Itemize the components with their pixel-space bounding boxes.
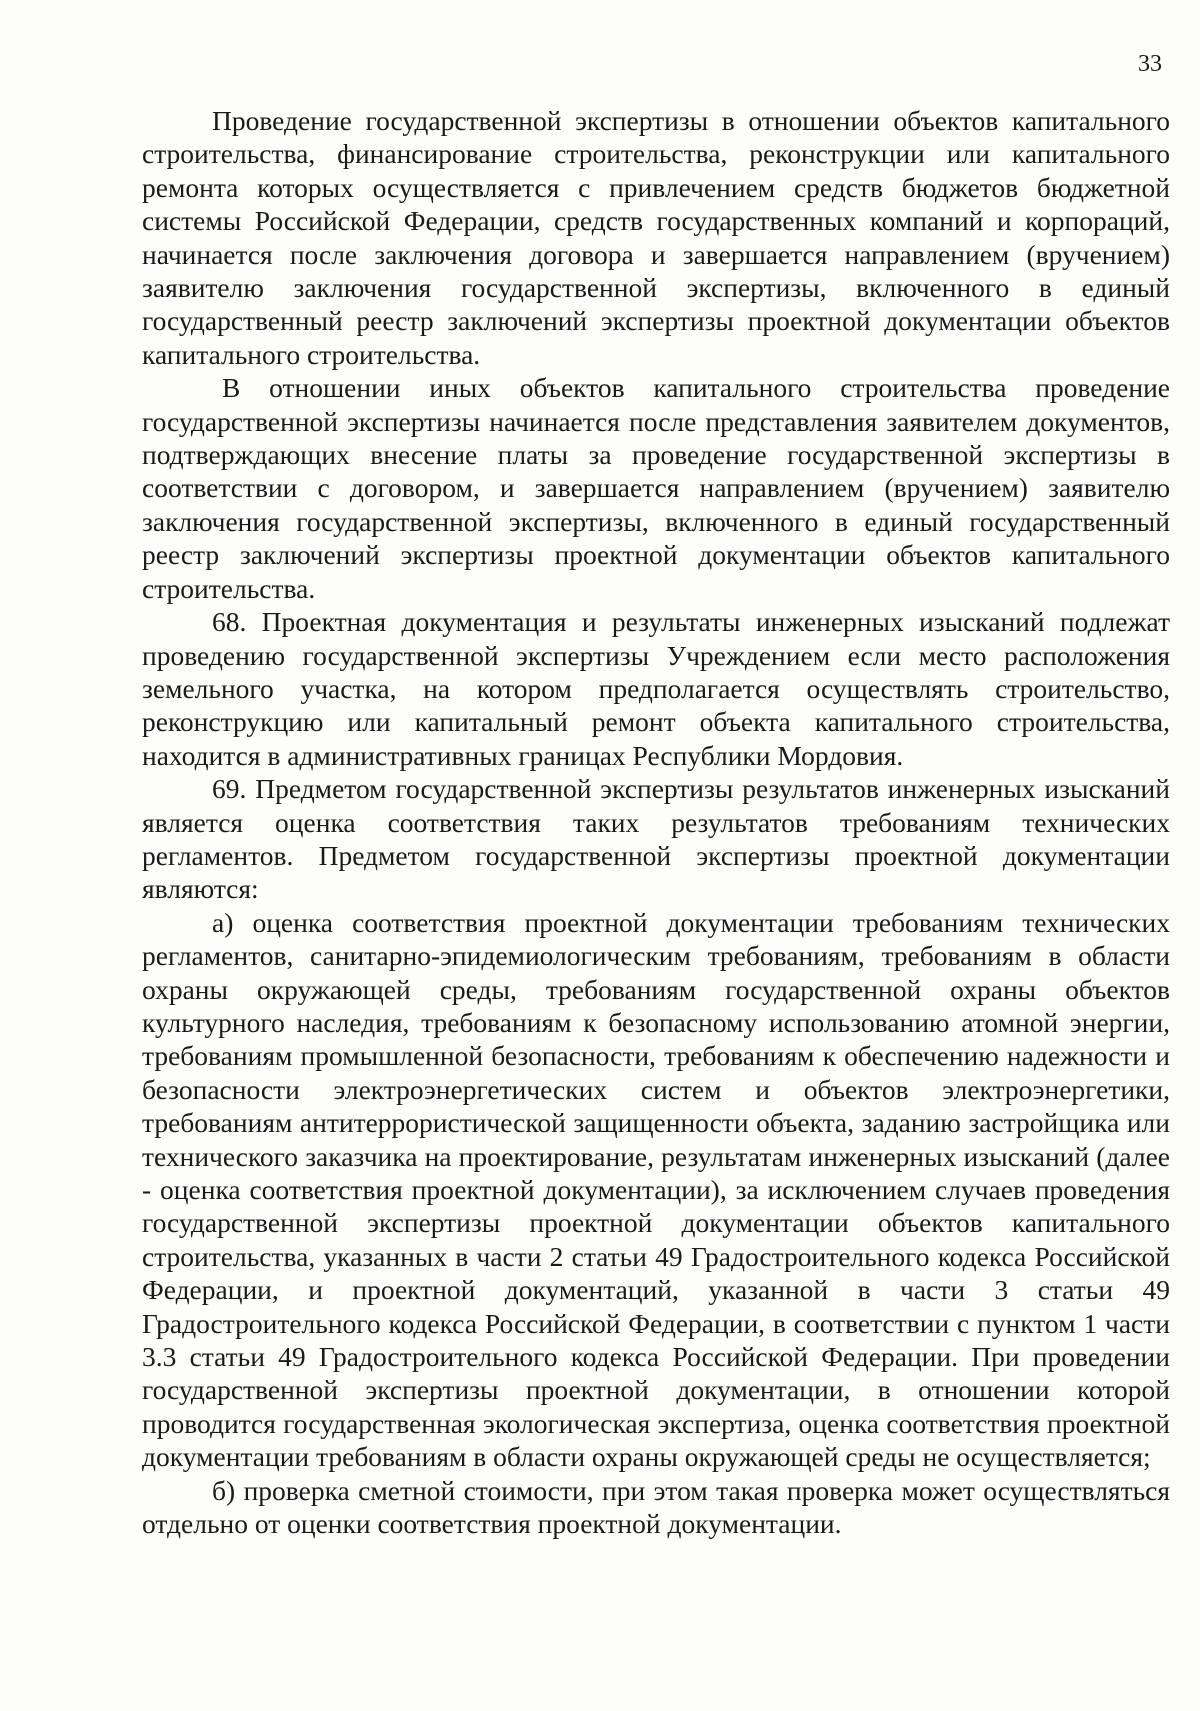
paragraph-clause-68: 68. Проектная документация и результаты инженерных изысканий подлежат проведению государственной экспертизы Учреждением если место расположения земельного участка, на котором предполагается осуществлять строительство, реконструкцию или капитальный ремонт объекта капитального строительства, находится в административных границах Республики Мордовия.: [142, 606, 1170, 771]
paragraph-other-objects: В отношении иных объектов капитального строительства проведение государственной экспертизы начинается после представления заявителем документов, подтверждающих внесение платы за проведение государственной экспертизы в соответствии с договором, и завершается направлением (вручением) заявителю заключения государственной экспертизы, включенного в единый государственный реестр заключений экспертизы проектной документации объектов капитального строительства.: [142, 372, 1170, 604]
paragraph-item-b: б) проверка сметной стоимости, при этом такая проверка может осуществляться отдельно от оценки соответствия проектной документации.: [142, 1474, 1170, 1540]
document-body: [142, 104, 1170, 1540]
paragraph-clause-69: 69. Предметом государственной экспертизы результатов инженерных изысканий является оценка соответствия таких результатов требованиям технических регламентов. Предметом государственной экспертизы проектной документации являются:: [142, 773, 1170, 905]
page-number: 33: [1138, 51, 1162, 77]
paragraph-state-expertise-budget: Проведение государственной экспертизы в отношении объектов капитального строительства, финансирование строительства, реконструкции или капитального ремонта которых осуществляется с привлечением средств бюджетов бюджетной системы Российской Федерации, средств государственных компаний и корпораций, начинается после заключения договора и завершается направлением (вручением) заявителю заключения государственной экспертизы, включенного в единый государственный реестр заключений экспертизы проектной документации объектов капитального строительства.: [142, 105, 1170, 370]
paragraph-item-a: а) оценка соответствия проектной документации требованиям технических регламентов, санитарно-эпидемиологическим требованиям, требованиям в области охраны окружающей среды, требованиям государственной охраны объектов культурного наследия, требованиям к безопасному использованию атомной энергии, требованиям промышленной безопасности, требованиям к обеспечению надежности и безопасности электроэнергетических систем и объектов электроэнергетики, требованиям антитеррористической защищенности объекта, заданию застройщика или технического заказчика на проектирование, результатам инженерных изысканий (далее - оценка соответствия проектной документации), за исключением случаев проведения государственной экспертизы проектной документации объектов капитального строительства, указанных в части 2 статьи 49 Градостроительного кодекса Российской Федерации, и проектной документаций, указанной в части 3 статьи 49 Градостроительного кодекса Российской Федерации, в соответствии с пунктом 1 части 3.3 статьи 49 Градостроительного кодекса Российской Федерации. При проведении государственной экспертизы проектной документации, в отношении которой проводится государственная экологическая экспертиза, оценка соответствия проектной документации требованиям в области охраны окружающей среды не осуществляется;: [142, 906, 1170, 1473]
